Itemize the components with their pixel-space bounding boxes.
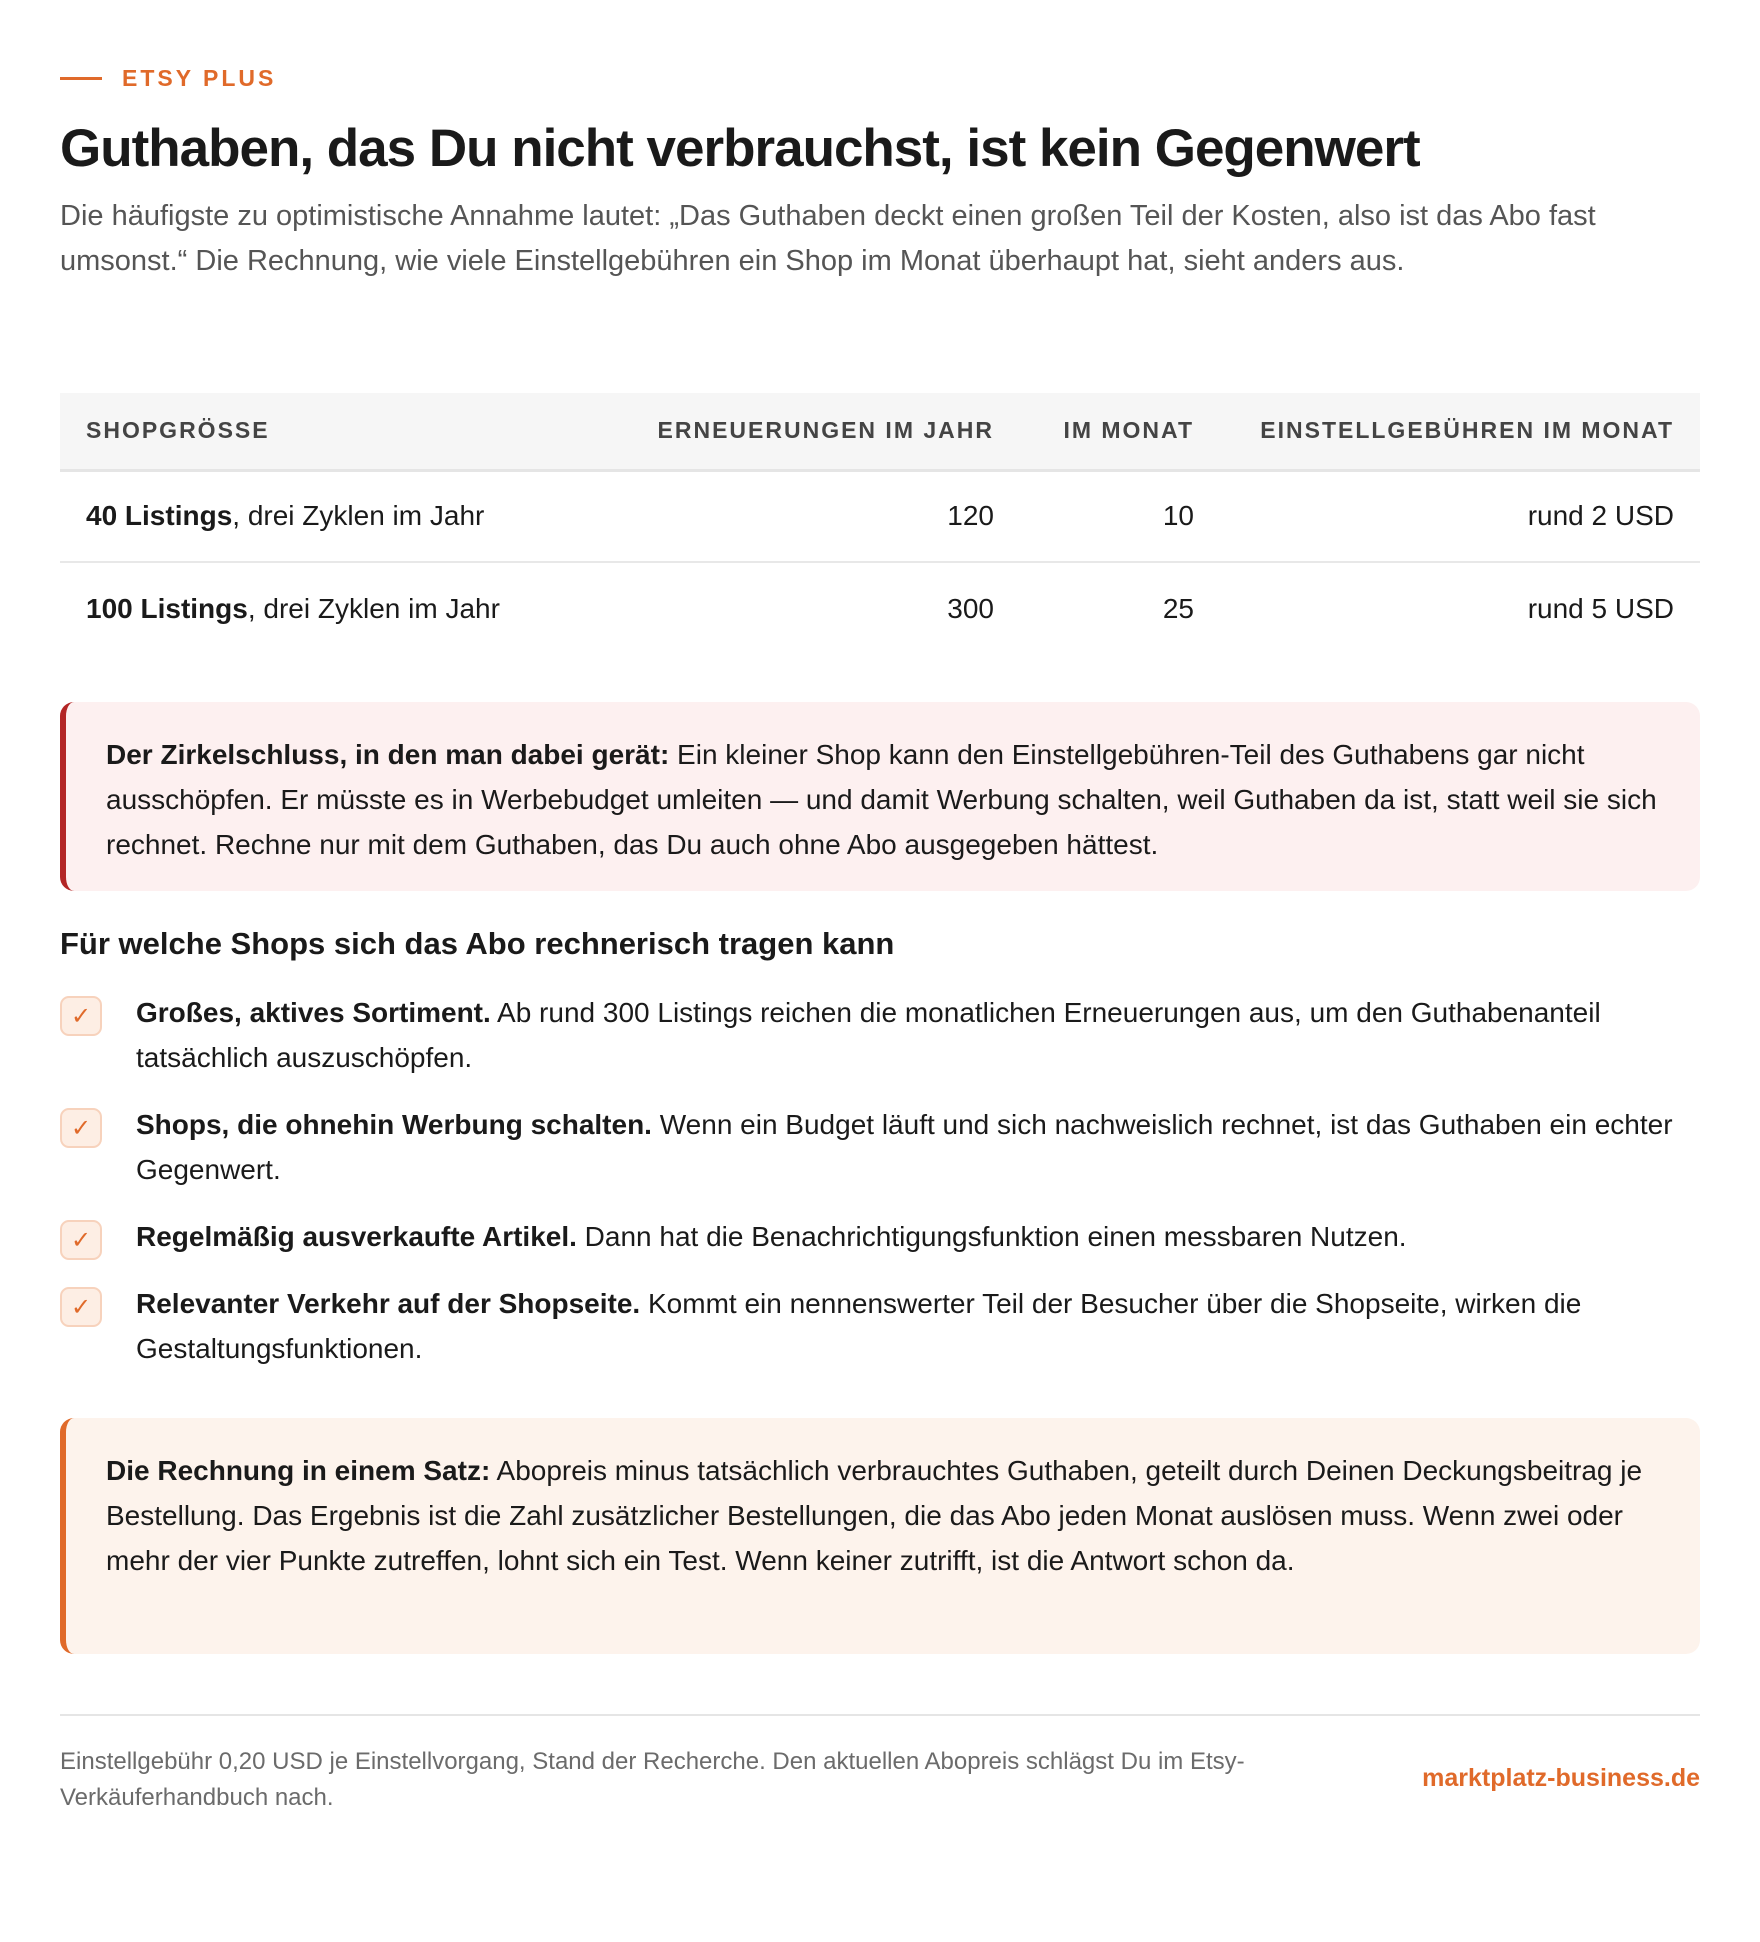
cell-shop-size xyxy=(60,470,600,562)
header-renewals-per-year: ERNEUERUNGEN IM JAHR xyxy=(600,393,1020,470)
summary-callout-text: Abopreis minus tatsächlich verbrauchtes Guthaben, geteilt durch Deinen Deckungsbeitrag je Bestellung. Das Ergebnis ist die Zahl zusätzlicher Bestellungen, die das Abo jeden Monat auslösen muss. Wenn zwei oder mehr der vier Punkte zutreffen, lohnt sich ein Test. Wenn keiner zutrifft, ist die Antwort schon da. xyxy=(106,1455,1643,1576)
table-row xyxy=(60,562,1700,654)
list-item-text: Dann hat die Benachrichtigungsfunktion einen messbaren Nutzen. xyxy=(576,1221,1407,1252)
list-item xyxy=(60,1102,1700,1192)
list-item-lead: Shops, die ohnehin Werbung schalten. xyxy=(136,1109,652,1140)
list-item xyxy=(60,1281,1700,1371)
table-header-row xyxy=(60,393,1700,470)
eyebrow-divider xyxy=(60,77,102,80)
cell-fees-per-month: rund 5 USD xyxy=(1527,592,1674,624)
checkmark-icon: ✓ xyxy=(60,1108,102,1148)
summary-callout xyxy=(60,1418,1700,1654)
list-item-text: Kommt ein nennenswerter Teil der Besucher über die Shopseite, wirken die Gestaltungsfunktionen. xyxy=(136,1288,1582,1364)
cell-shop-size-bold: 100 Listings xyxy=(86,592,248,624)
cell-per-month: 25 xyxy=(1162,592,1194,624)
list-item xyxy=(60,1214,1700,1259)
checkmark-icon: ✓ xyxy=(60,996,102,1036)
list-item-lead: Regelmäßig ausverkaufte Artikel. xyxy=(136,1221,577,1252)
list-item-text: Ab rund 300 Listings reichen die monatlichen Erneuerungen aus, um den Guthabenanteil tatsächlich auszuschöpfen. xyxy=(136,997,1601,1073)
checkmark-icon: ✓ xyxy=(60,1220,102,1260)
checklist xyxy=(60,990,1700,1393)
header-fees-per-month: EINSTELLGEBÜHREN IM MONAT xyxy=(1220,393,1700,470)
table-row xyxy=(60,470,1700,562)
cell-fees-per-month: rund 2 USD xyxy=(1220,470,1700,562)
intro-paragraph: Die häufigste zu optimistische Annahme lautet: „Das Guthaben deckt einen großen Teil der Kosten, also ist das Abo fast umsonst.“ Die Rechnung, wie viele Einstellgebühren ein Shop im Monat überhaupt hat, sieht anders aus. xyxy=(60,200,1596,277)
fees-table xyxy=(60,393,1700,654)
list-item xyxy=(60,990,1700,1080)
list-item-lead: Relevanter Verkehr auf der Shopseite. xyxy=(136,1288,641,1319)
cell-renewals-per-year: 300 xyxy=(947,592,994,624)
footer-divider xyxy=(60,1714,1700,1716)
list-item-text: Wenn ein Budget läuft und sich nachweislich rechnet, ist das Guthaben ein echter Gegenwert. xyxy=(136,1109,1673,1185)
list-item-lead: Großes, aktives Sortiment. xyxy=(136,997,491,1028)
summary-callout-lead: Die Rechnung in einem Satz: xyxy=(106,1455,491,1486)
brand-link[interactable]: marktplatz-business.de xyxy=(1422,1764,1700,1792)
section-heading: Für welche Shops sich das Abo rechnerisch tragen kann xyxy=(60,926,895,961)
cell-shop-size-bold: 40 Listings xyxy=(86,500,233,532)
eyebrow-label: ETSY PLUS xyxy=(122,64,277,91)
warning-callout-text: Ein kleiner Shop kann den Einstellgebühren-Teil des Guthabens gar nicht ausschöpfen. Er müsste es in Werbebudget umleiten — und damit Werbung schalten, weil Guthaben da ist, statt weil sie sich rechnet. Rechne nur mit dem Guthaben, das Du auch ohne Abo ausgegeben hättest. xyxy=(106,739,1657,860)
header-shop-size: SHOPGRÖSSE xyxy=(60,393,600,470)
cell-per-month: 10 xyxy=(1020,470,1220,562)
cell-shop-size-rest: , drei Zyklen im Jahr xyxy=(232,500,485,532)
cell-shop-size xyxy=(60,562,600,654)
footnote: Einstellgebühr 0,20 USD je Einstellvorgang, Stand der Recherche. Den aktuellen Abopreis schlägst Du im Etsy-Verkäuferhandbuch nach. xyxy=(60,1748,1245,1811)
checkmark-icon: ✓ xyxy=(60,1287,102,1327)
warning-callout-lead: Der Zirkelschluss, in den man dabei gerät: xyxy=(106,739,670,770)
eyebrow xyxy=(60,64,276,92)
cell-renewals-per-year: 120 xyxy=(600,470,1020,562)
warning-callout xyxy=(60,702,1700,891)
header-per-month: IM MONAT xyxy=(1020,393,1220,470)
cell-shop-size-rest: , drei Zyklen im Jahr xyxy=(247,592,500,624)
page-title: Guthaben, das Du nicht verbrauchst, ist kein Gegenwert xyxy=(60,119,1420,178)
